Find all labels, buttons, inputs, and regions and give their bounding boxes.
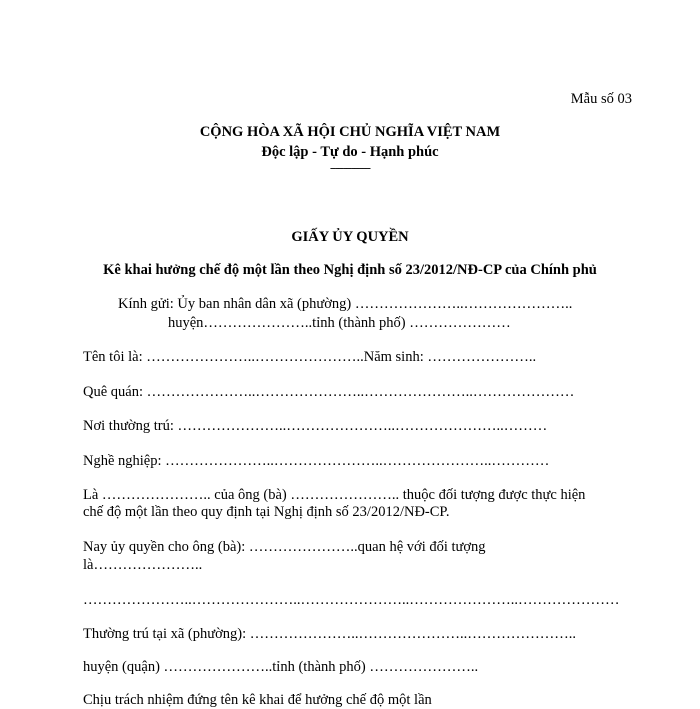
form-number: Mẫu số 03 [570, 91, 632, 107]
field-residence-ward: Thường trú tại xã (phường): …………………..…………………..………………….. [83, 626, 577, 642]
document-title: GIẤY ỦY QUYỀN [291, 229, 409, 245]
header-separator: --------------- [330, 162, 370, 174]
field-responsibility: Chịu trách nhiệm đứng tên kê khai để hưởng chế độ một lần [83, 692, 432, 708]
field-authorize-line-1: Nay ủy quyền cho ông (bà): …………………..quan hệ với đối tượng [83, 539, 486, 555]
document-subtitle: Kê khai hưởng chế độ một lần theo Nghị định số 23/2012/NĐ-CP của Chính phủ [103, 262, 597, 278]
country-name: CỘNG HÒA XÃ HỘI CHỦ NGHĨA VIỆT NAM [199, 124, 501, 140]
field-district-province: huyện (quận) …………………..tỉnh (thành phố) ………………….. [83, 659, 479, 675]
addressee-line-2: huyện…………………..tỉnh (thành phố) ………………… [168, 315, 511, 331]
field-name-birthyear: Tên tôi là: …………………..…………………..Năm sinh: ………………….. [83, 349, 537, 365]
field-hometown: Quê quán: …………………..…………………..…………………..………………… [83, 384, 575, 400]
field-residence: Nơi thường trú: …………………..…………………..…………………..……… [83, 418, 548, 434]
field-authorize-line-2: là………………….. [83, 557, 203, 573]
field-occupation: Nghề nghiệp: …………………..…………………..…………………..………… [83, 453, 550, 469]
field-blank-line: …………………..…………………..…………………..…………………..………………… [83, 592, 620, 608]
field-relation-line-2: chế độ một lần theo quy định tại Nghị định số 23/2012/NĐ-CP. [83, 504, 450, 520]
addressee-line-1: Kính gửi: Ủy ban nhân dân xã (phường) …………………..………………….. [118, 296, 573, 312]
field-relation-line-1: Là ………………….. của ông (bà) ………………….. thuộc đối tượng được thực hiện [83, 487, 586, 503]
motto: Độc lập - Tự do - Hạnh phúc [261, 144, 439, 160]
